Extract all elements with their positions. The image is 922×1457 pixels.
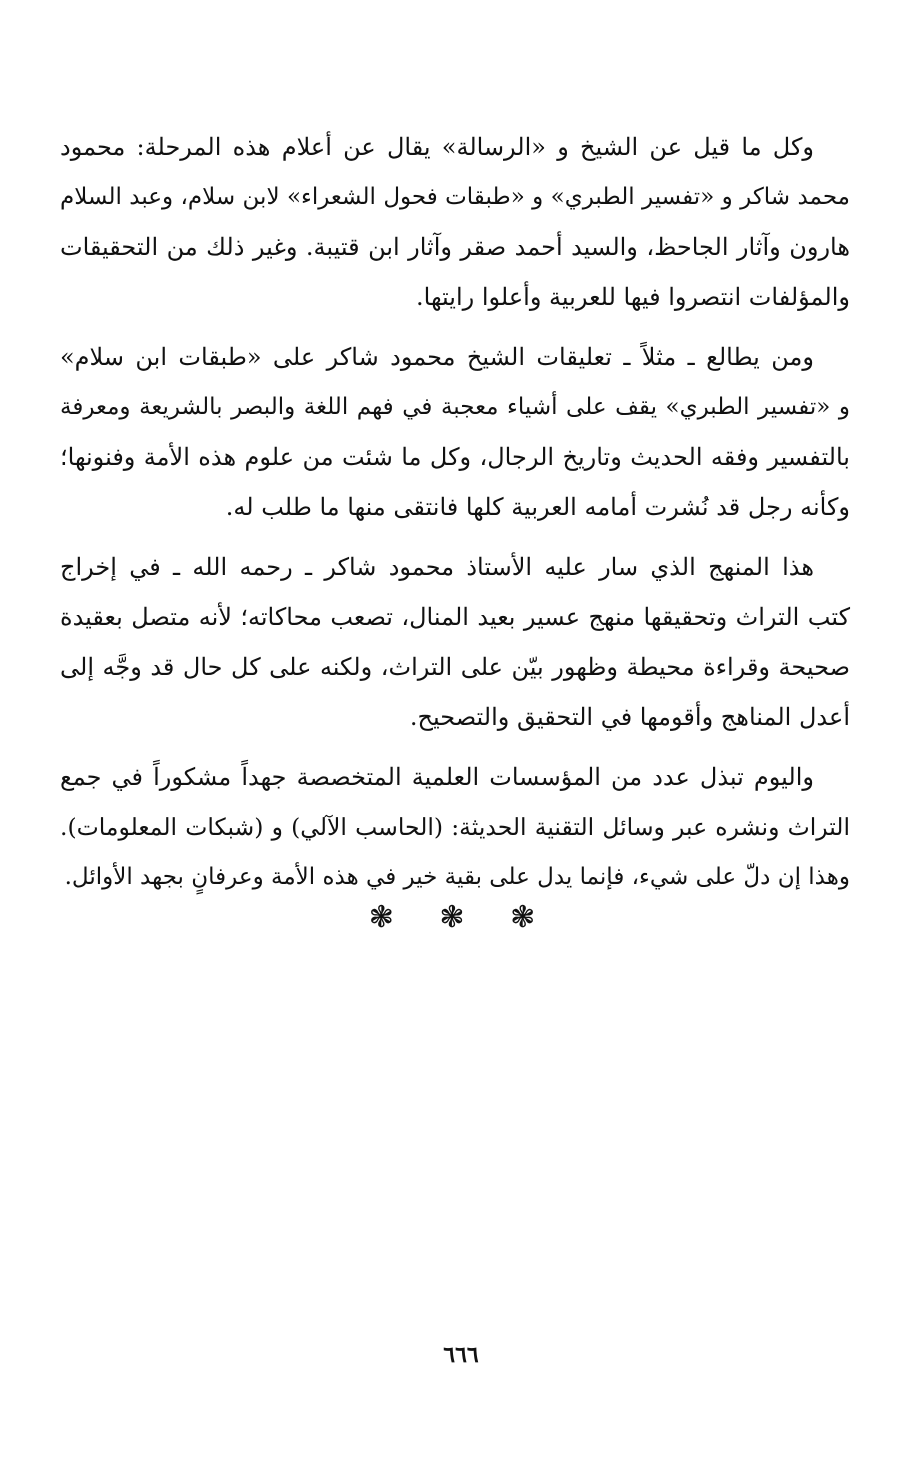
text-line: بالتفسير وفقه الحديث وتاريخ الرجال، وكل ما شئت من علوم هذه الأمة وفنونها؛: [60, 443, 850, 471]
paragraph-2: [60, 332, 850, 532]
text-line: وكل ما قيل عن الشيخ و «الرسالة» يقال عن أعلام هذه المرحلة: محمود: [60, 133, 814, 161]
paragraph-3: [60, 542, 850, 742]
text-line: والمؤلفات انتصروا فيها للعربية وأعلوا رايتها.: [416, 283, 850, 311]
text-line: صحيحة وقراءة محيطة وظهور بيّن على التراث، ولكنه على كل حال قد وجَّه إلى: [60, 653, 850, 681]
text-line: محمد شاكر و «تفسير الطبري» و «طبقات فحول الشعراء» لابن سلام، وعبد السلام: [60, 184, 850, 210]
text-line: وكأنه رجل قد نُشرت أمامه العربية كلها فانتقى منها ما طلب له.: [225, 493, 850, 521]
text-line: أعدل المناهج وأقومها في التحقيق والتصحيح.: [409, 703, 850, 731]
text-line: كتب التراث وتحقيقها منهج عسير بعيد المنال، تصعب محاكاته؛ لأنه متصل بعقيدة: [60, 603, 850, 631]
page-number: ٦٦٦: [443, 1342, 479, 1368]
text-line: هذا المنهج الذي سار عليه الأستاذ محمود شاكر ـ رحمه الله ـ في إخراج: [60, 553, 814, 581]
text-line: وهذا إن دلّ على شيء، فإنما يدل على بقية خير في هذه الأمة وعرفانٍ بجهد الأوائل.: [64, 864, 850, 890]
text-line: و «تفسير الطبري» يقف على أشياء معجبة في فهم اللغة والبصر بالشريعة ومعرفة: [60, 394, 850, 420]
text-line: هارون وآثار الجاحظ، والسيد أحمد صقر وآثار ابن قتيبة. وغير ذلك من التحقيقات: [60, 233, 850, 261]
paragraph-4: [60, 752, 850, 902]
text-line: واليوم تبذل عدد من المؤسسات العلمية المتخصصة جهداً مشكوراً في جمع: [60, 763, 814, 791]
section-separator: ❃ ❃ ❃: [368, 900, 554, 935]
paragraph-1: [60, 122, 850, 322]
text-line: التراث ونشره عبر وسائل التقنية الحديثة: (الحاسب الآلي) و (شبكات المعلومات).: [60, 813, 850, 841]
text-line: ومن يطالع ـ مثلاً ـ تعليقات الشيخ محمود شاكر على «طبقات ابن سلام»: [60, 343, 814, 371]
page-body: [60, 122, 850, 912]
